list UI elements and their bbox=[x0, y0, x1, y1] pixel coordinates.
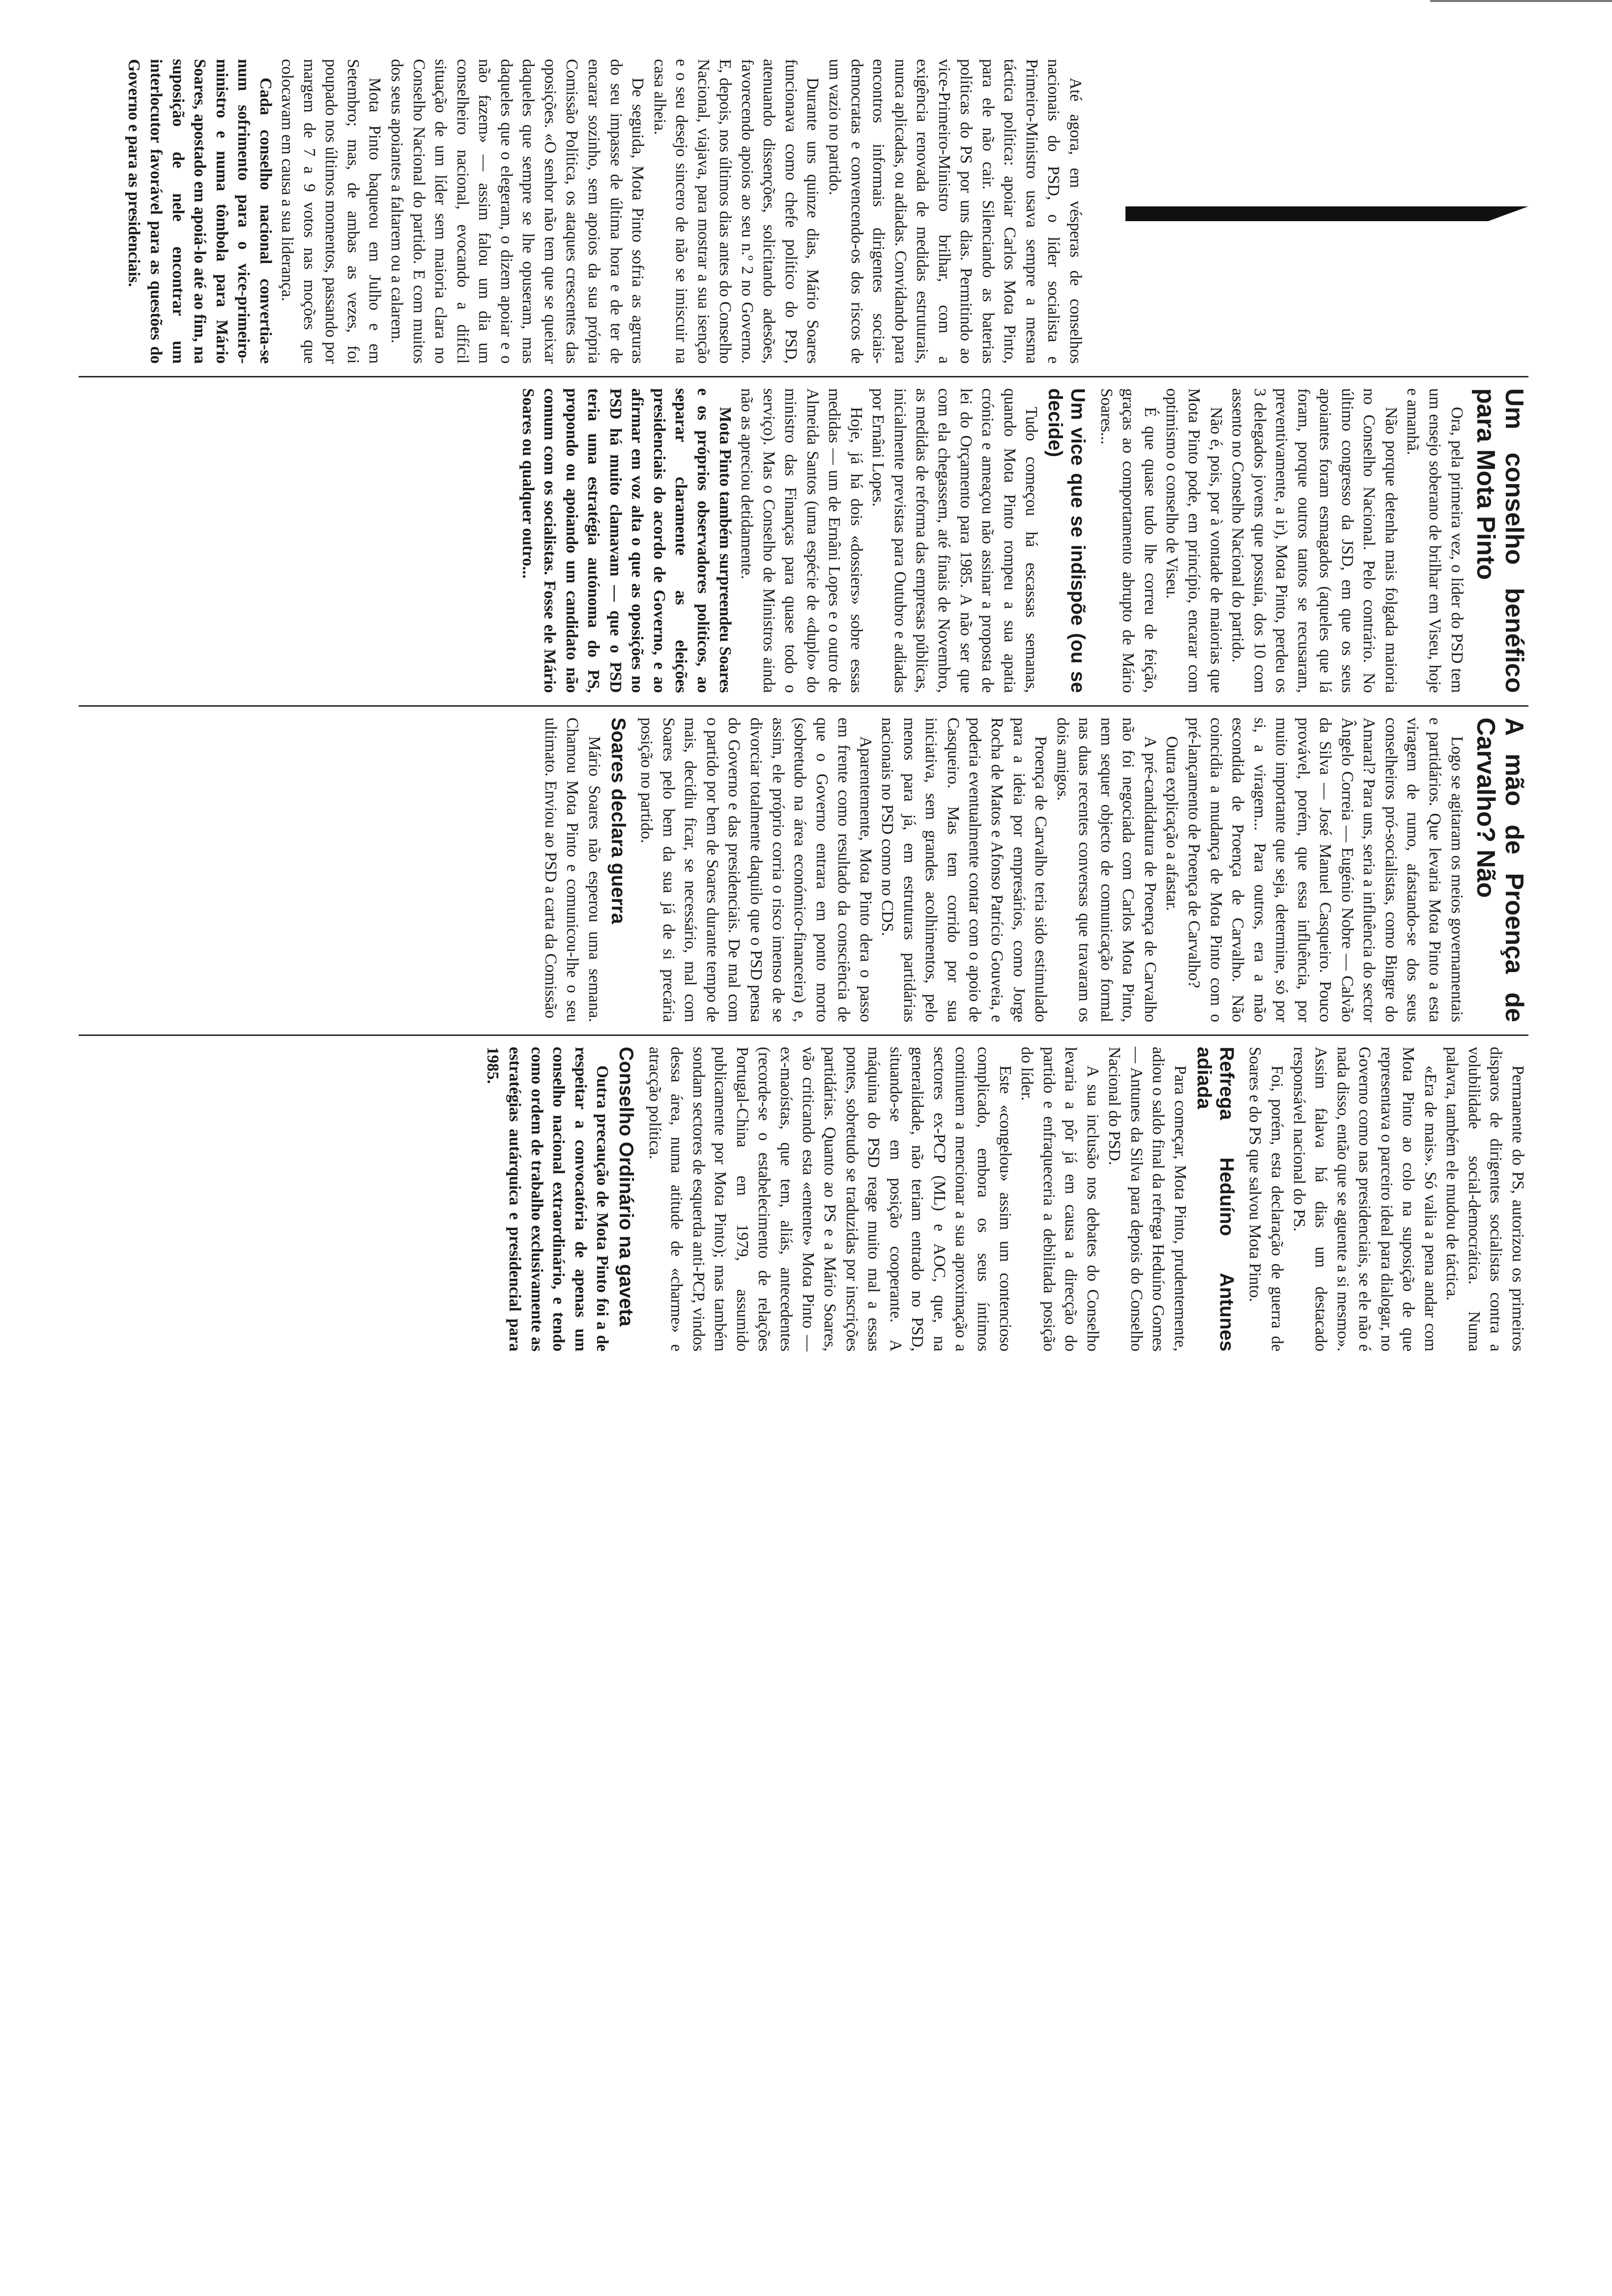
subheading: Conselho Ordinário na gaveta bbox=[615, 1047, 637, 1327]
lead-marker-area bbox=[1086, 59, 1528, 364]
paragraph: Durante uns quinze dias, Mário Soares funcionava como chefe político do PSD, atenuando dissenções, solicitando adesões, favorecendo apoios ao seu n.º 2 no Governo. E, depois, nos últimos dias antes do Conselho Nacional, viajava, para mostrar a sua isenção e o seu desejo sincero de não se imiscuir na casa alheia. bbox=[650, 59, 822, 364]
paragraph: Hoje, já há dois «dossiers» sobre essas medidas — um de Ernâni Lopes e o outro de Almeida Santos (uma espécie de «duplo» do ministro das Finanças para quase todo o serviço). Mas o Conselho de Ministros ainda não as apreciou detidamente. bbox=[738, 388, 865, 693]
subheading: Soares declara guerra bbox=[607, 718, 629, 924]
headline: A mão de Proença de Carvalho? Não bbox=[1471, 718, 1528, 1022]
paragraph: Mota Pinto baqueou em Julho e em Setembro; mas, de ambas as vezes, foi poupado nos últimos momentos, passando por margem de 7 a 9 votos nas moções que colocavam em causa a sua liderança. bbox=[278, 59, 384, 364]
column-1 bbox=[123, 59, 1528, 364]
paragraph: Mário Soares não esperou uma semana. Chamou Mota Pinto e comunicou-lhe o seu ultimato. Enviou ao PSD a carta da Comissão bbox=[541, 718, 604, 1022]
section-marker bbox=[1125, 206, 1528, 221]
paragraph: De seguida, Mota Pinto sofria as agruras do seu impasse de última hora e de ter de encarar sozinho, sem apoios da sua própria Comissão Política, os ataques crescentes das oposições. «O senhor não tem que se queixar daqueles que sempre se lhe opuseram, mas daqueles que o elegeram, o dizem apoiar e o não fazem» — assim falou um dia um conselheiro nacional, evocando a difícil situação de um líder sem maioria clara no Conselho Nacional do partido. E com muitos dos seus apoiantes a faltarem ou a calarem. bbox=[388, 59, 647, 364]
paragraph: Para começar, Mota Pinto, prudentemente, adiou o saldo final da refrega Heduíno Gomes — Antunes da Silva para depois do Conselho Nacional do PSD. bbox=[1105, 1047, 1189, 1351]
paragraph: Não é, pois, por à vontade de maiorias que Mota Pinto pode, em princípio, encarar com optimismo o conselho de Viseu. bbox=[1163, 388, 1225, 693]
paragraph: Tudo começou há escassas semanas, quando Mota Pinto rompeu a sua apatia crónica e ameaçou não assinar a proposta de lei do Orçamento para 1985. A não ser que com ela chegassem, até finais de Novembro, as medidas de reforma das empresas públicas, inicialmente previstas para Outubro e adiadas por Ernâni Lopes. bbox=[869, 388, 1041, 693]
column-rule bbox=[79, 705, 1528, 707]
paragraph: Cada conselho nacional convertia-se num sofrimento para o vice-primeiro-ministro e numa tômbola para Mário Soares, apostado em apoiá-lo até ao fim, na suposição de nele encontrar um interlocutor favorável para as questões do Governo e para as presidenciais. bbox=[125, 59, 275, 364]
paragraph: É que quase tudo lhe correu de feição, graças ao comportamento abrupto de Mário Soares... bbox=[1097, 388, 1159, 693]
paragraph: Outra precaução de Mota Pinto foi a de respeitar a convocatória de apenas um conselho nacional extraordinário, e tendo como ordem de trabalho exclusivamente as estratégias autárquica e presidencial para 1985. bbox=[484, 1047, 612, 1351]
subheading: Um vice que se indispõe (ou se decide) bbox=[1044, 388, 1089, 693]
column-3 bbox=[539, 718, 1528, 1022]
paragraph: Proença de Carvalho teria sido estimulado para a ideia por empresários, como Jorge Rocha de Matos e Afonso Patrício Gouveia, e poderia eventualmente contar com o apoio de Casqueiro. Mas tem corrido por sua iniciativa, sem grandes acolhimentos, pelo menos para já, em estruturas partidárias nacionais no PSD como no CDS. bbox=[878, 718, 1050, 1022]
paragraph: Ora, pela primeira vez, o líder do PSD tem um ensejo soberano de brilhar em Viseu, hoje e amanhã. bbox=[1404, 388, 1466, 693]
paragraph: Foi, porém, esta declaração de guerra de Soares e do PS que salvou Mota Pinto. bbox=[1246, 1047, 1286, 1351]
column-rule bbox=[79, 1034, 1528, 1036]
paragraph: A sua inclusão nos debates do Conselho levaria a pôr já em causa a direcção do partido e enfraqueceria a debilitada posição do líder. bbox=[1018, 1047, 1102, 1351]
column-2 bbox=[517, 388, 1528, 693]
paragraph: Este «congelou» assim um contencioso complicado, embora os seus íntimos continuem a mencionar a sua aproximação a sectores ex-PCP (ML) e AOC, que, na generalidade, não teriam entrado no PSD, situando-se em posição cooperante. A máquina do PSD reage muito mal a essas pontes, sobretudo se traduzidas por inscrições partidárias. Quanto ao PS e a Mário Soares, vão criticando esta «entente» Mota Pinto — ex-maoístas, que tem, aliás, antecedentes (recorde-se o estabelecimento de relações Portugal-China em 1979, assumido publicamente por Mota Pinto); mas também sondam sectores de esquerda anti-PCP, vindos dessa área, numa atitude de «charme» e atracção política. bbox=[645, 1047, 1014, 1351]
column-rule bbox=[79, 376, 1528, 377]
paragraph: «Era de mais». Só valia a pena andar com Mota Pinto ao colo na suposição de que representava o parceiro ideal para dialogar, no Governo como nas presidenciais, se ele não é nada disso, então que se aguente a si mesmo». Assim falava há dias um destacado responsável nacional do PS. bbox=[1290, 1047, 1439, 1351]
paragraph: A pré-candidatura de Proença de Carvalho não foi negociada com Carlos Mota Pinto, nem sequer objecto de comunicação formal nas duas recentes conversas que travaram os dois amigos. bbox=[1053, 718, 1159, 1022]
subheading: Refrega Heduíno Antunes adiada bbox=[1193, 1047, 1238, 1351]
column-4 bbox=[482, 1047, 1528, 1351]
paragraph: Outra explicação a afastar. bbox=[1163, 736, 1181, 911]
paragraph: Permanente do PS, autorizou os primeiros disparos de dirigentes socialistas contra a volubilidade social-democrática. Numa palavra, também ele mudou de táctica. bbox=[1443, 1047, 1527, 1351]
headline: Um conselho benéfico para Mota Pinto bbox=[1471, 388, 1528, 693]
paragraph: Mota Pinto também surpreendeu Soares e os próprios observadores políticos, ao separar claramente as eleições presidenciais do acordo de Governo, e ao afirmar em voz alta o que as oposições no PSD há muito clamavam — que o PSD teria uma estratégia autónoma do PS, propondo ou apoiando um candidato não comum com os socialistas. Fosse ele Mário Soares ou qualquer outro... bbox=[518, 388, 734, 693]
paragraph: Aparentemente, Mota Pinto dera o passo em frente como resultado da consciência de que o Governo entrara em ponto morto (sobretudo na área económico-financeira) e, assim, ele próprio corria o risco imenso de se divorciar totalmente daquilo que o PSD pensa do Governo e das presidenciais. De mal com o partido por bem de Soares durante tempo de mais, decidiu ficar, se necessário, mal com Soares pelo bem da sua já de si precária posição no partido. bbox=[637, 718, 875, 1022]
paragraph: Até agora, em vésperas de conselhos nacionais do PSD, o líder socialista e Primeiro-Ministro usava sempre a mesma táctica política: apoiar Carlos Mota Pinto, para ele não cair. Silenciando as baterias políticas do PS por uns dias. Permitindo ao vice-Primeiro-Ministro brilhar, com a exigência renovada de medidas estruturais, nunca aplicadas, ou adiadas. Convidando para encontros informais dirigentes sociais-democratas e convencendo-os dos riscos de um vazio no partido. bbox=[825, 59, 1085, 364]
paragraph: Logo se agitaram os meios governamentais e partidários. Que levaria Mota Pinto a esta viragem de rumo, afastando-se dos seus conselheiros pró-socialistas, como Bingre do Amaral? Para uns, seria a influência do sector Ângelo Correia — Eugénio Nobre — Calvão da Silva — José Manuel Casqueiro. Pouco provável, porém, que essa influência, por muito importante que seja, determine, só por si, a viragem... Para outros, era a mão escondida de Proença de Carvalho. Não coincidia a mudança de Mota Pinto com o pré-lançamento de Proença de Carvalho? bbox=[1184, 718, 1466, 1022]
paragraph: Não porque detenha mais folgada maioria no Conselho Nacional. Pelo contrário. No último congresso da JSD, em que os seus apoiantes foram esmagados (aqueles que lá foram, porque outros tantos se recusaram, preventivamente, a ir), Mota Pinto, perdeu os 3 delegados jovens que possuía, dos 10 com assento no Conselho Nacional do partido. bbox=[1229, 388, 1400, 693]
